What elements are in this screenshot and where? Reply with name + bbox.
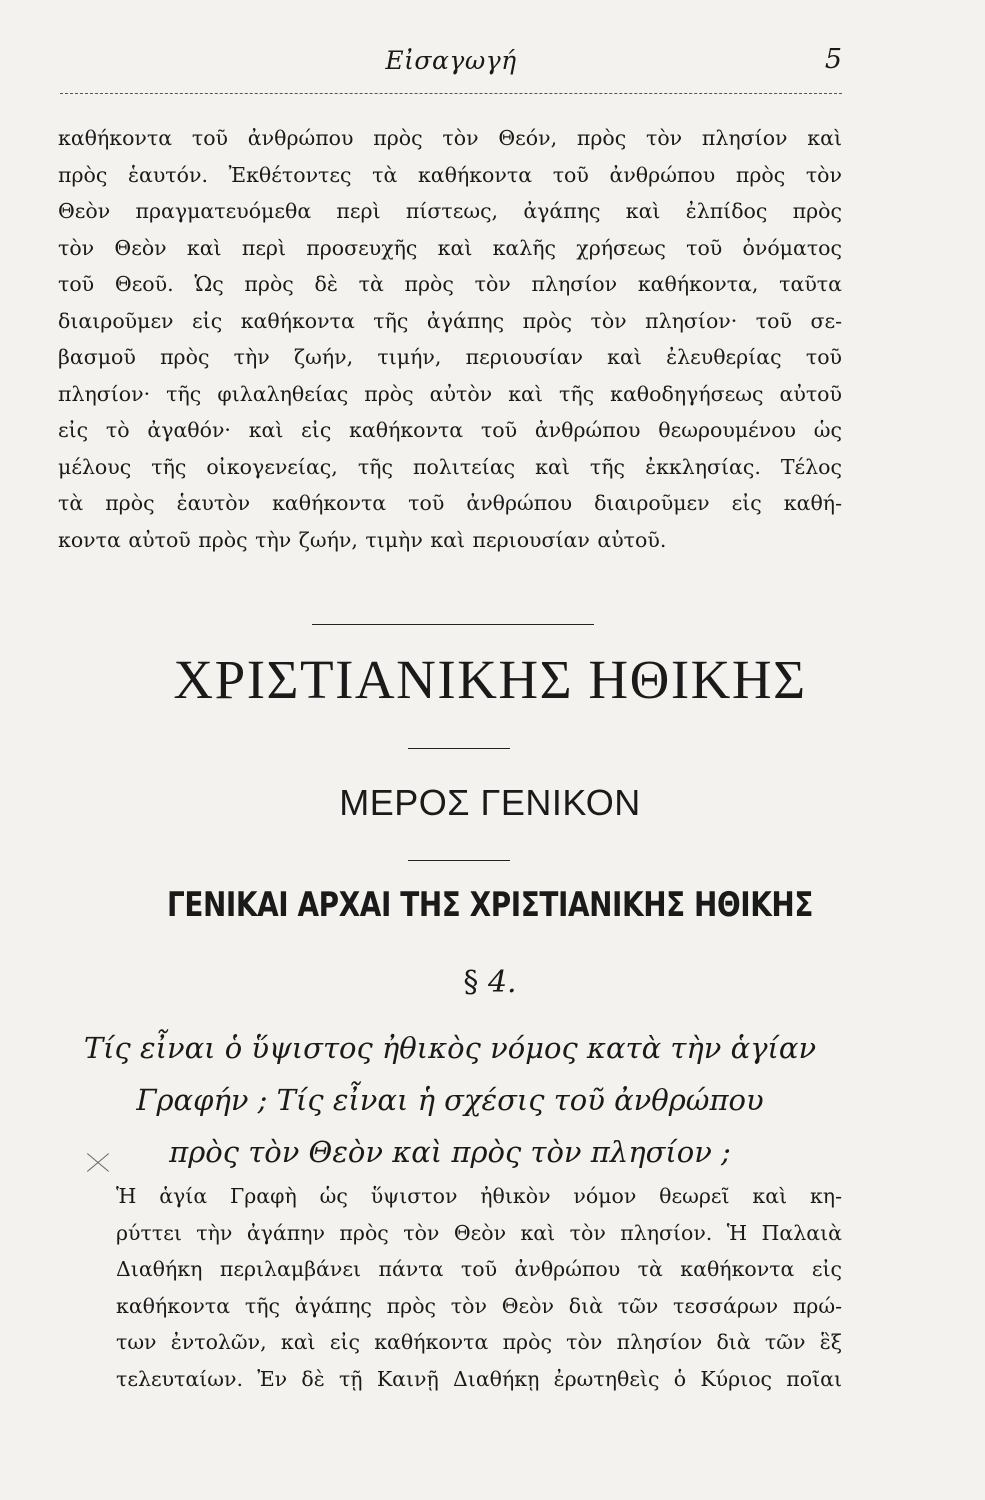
section-question	[50, 1022, 850, 1178]
text-line: τὸν Θεὸν καὶ περὶ προσευχῆς καὶ καλῆς χρήσεως τοῦ ὀνόματος	[58, 235, 842, 260]
chapter-title: ΓΕΝΙΚΑΙ ΑΡΧΑΙ ΤΗΣ ΧΡΙΣΤΙΑΝΙΚΗΣ ΗΘΙΚΗΣ	[167, 885, 813, 925]
text-line: πρὸς ἑαυτόν. Ἐκθέτοντες τὰ καθήκοντα τοῦ ἀνθρώπου πρὸς τὸν	[58, 162, 842, 187]
text-line: Θεὸν πραγματευόμεθα περὶ πίστεως, ἀγάπης καὶ ἐλπίδος πρὸς	[58, 199, 842, 223]
text-line: ρύττει τὴν ἀγάπην πρὸς τὸν Θεὸν καὶ τὸν πλησίον. Ἡ Παλαιὰ	[116, 1220, 842, 1245]
section-divider	[312, 624, 594, 625]
pencil-cross-mark	[84, 1150, 110, 1176]
section-title: ΜΕΡΟΣ ΓΕΝΙΚΟΝ	[339, 782, 641, 823]
text-line: Διαθήκη περιλαμβάνει πάντα τοῦ ἀνθρώπου τὰ καθήκοντα εἰς	[116, 1257, 842, 1281]
text-line: κοντα αὐτοῦ πρὸς τὴν ζωήν, τιμὴν καὶ περιουσίαν αὐτοῦ.	[58, 527, 667, 552]
part-title: ΧΡΙΣΤΙΑΝΙΚΗΣ ΗΘΙΚΗΣ	[173, 649, 807, 710]
text-line: διαιροῦμεν εἰς καθήκοντα τῆς ἀγάπης πρὸς τὸν πλησίον· τοῦ σε-	[58, 308, 842, 333]
text-line: πλησίον· τῆς φιλαληθείας πρὸς αὐτὸν καὶ τῆς καθοδηγήσεως αὐτοῦ	[58, 381, 842, 406]
text-line: καθήκοντα τοῦ ἀνθρώπου πρὸς τὸν Θεόν, πρὸς τὸν πλησίον καὶ	[58, 126, 842, 150]
header-divider	[60, 93, 842, 94]
question-line: πρὸς τὸν Θεὸν καὶ πρὸς τὸν πλησίον ;	[169, 1135, 731, 1169]
text-line: τοῦ Θεοῦ. Ὡς πρὸς δὲ τὰ πρὸς τὸν πλησίον καθήκοντα, ταῦτα	[58, 272, 842, 296]
text-line: τὰ πρὸς ἑαυτὸν καθήκοντα τοῦ ἀνθρώπου διαιροῦμεν εἰς καθή-	[58, 491, 842, 515]
text-line: μέλους τῆς οἰκογενείας, τῆς πολιτείας καὶ τῆς ἐκκλησίας. Τέλος	[58, 454, 842, 479]
running-header	[60, 44, 842, 84]
intro-paragraph	[58, 120, 842, 558]
text-line: των ἐντολῶν, καὶ εἰς καθήκοντα πρὸς τὸν πλησίον διὰ τῶν ἓξ	[116, 1330, 842, 1354]
page-number: 5	[824, 44, 842, 75]
text-line: τελευταίων. Ἐν δὲ τῇ Καινῇ Διαθήκῃ ἐρωτηθεὶς ὁ Κύριος ποῖαι	[116, 1366, 842, 1391]
section-number	[40, 965, 940, 1000]
section-symbol: §	[463, 965, 479, 1000]
subtitle-divider	[408, 860, 510, 861]
question-line: Γραφήν ; Τίς εἶναι ἡ σχέσις τοῦ ἀνθρώπου	[136, 1083, 764, 1117]
text-line: καθήκοντα τῆς ἀγάπης πρὸς τὸν Θεὸν διὰ τῶν τεσσάρων πρώ-	[116, 1293, 842, 1318]
text-line: βασμοῦ πρὸς τὴν ζωήν, τιμήν, περιουσίαν καὶ ἐλευθερίας τοῦ	[58, 345, 842, 369]
running-title: Εἰσαγωγή	[385, 46, 517, 75]
section-number-value: 4.	[487, 965, 517, 1000]
text-line: εἰς τὸ ἀγαθόν· καὶ εἰς καθήκοντα τοῦ ἀνθρώπου θεωρουμένου ὡς	[58, 418, 842, 442]
body-paragraph	[58, 1178, 842, 1397]
question-line: Τίς εἶναι ὁ ὕψιστος ἠθικὸς νόμος κατὰ τὴν ἁγίαν	[83, 1031, 817, 1065]
title-divider	[408, 748, 510, 749]
text-line: Ἡ ἁγία Γραφὴ ὡς ὕψιστον ἠθικὸν νόμον θεωρεῖ καὶ κη-	[116, 1184, 842, 1208]
